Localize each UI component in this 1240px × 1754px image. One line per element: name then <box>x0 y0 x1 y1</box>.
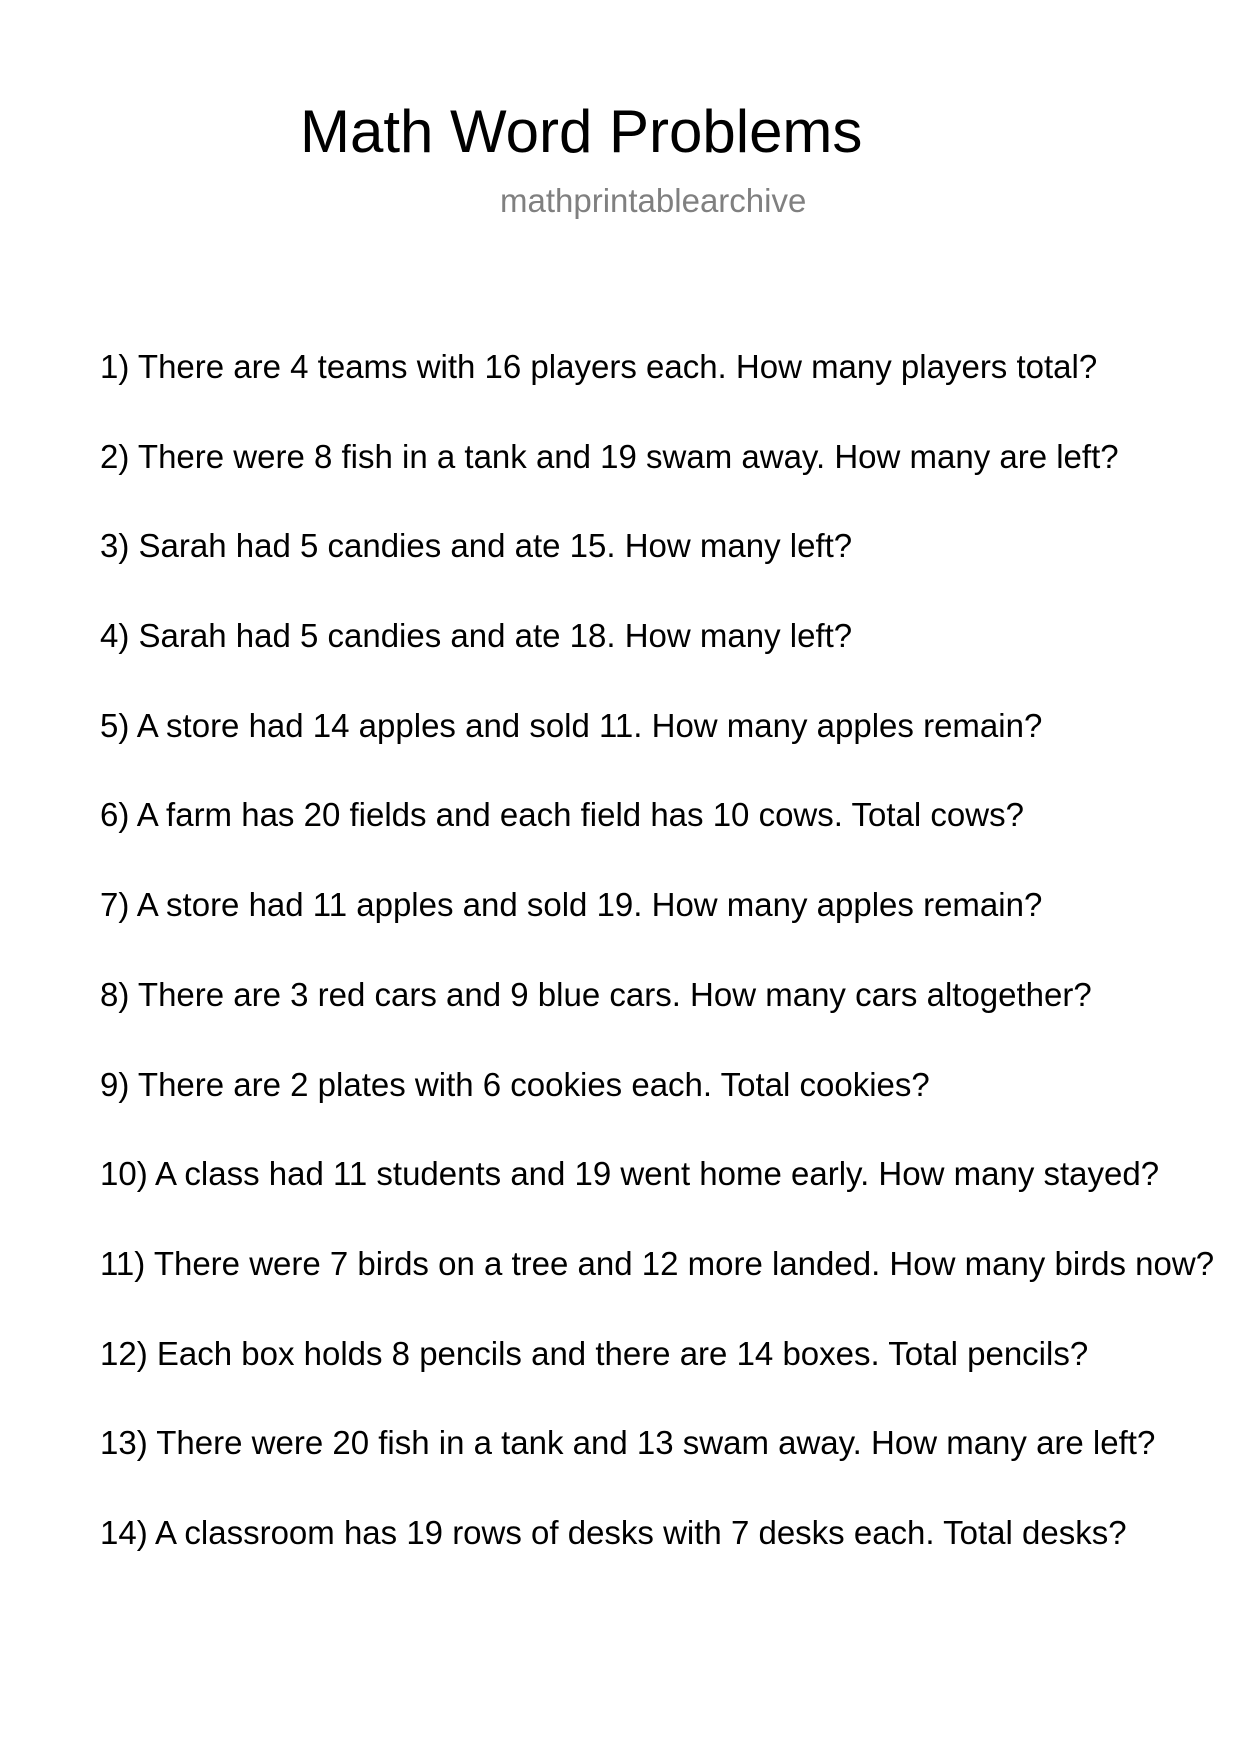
problem-list <box>100 347 1214 1603</box>
problem-7: 7) A store had 11 apples and sold 19. How many apples remain? <box>100 886 1043 924</box>
page-subtitle: mathprintablearchive <box>500 182 807 219</box>
problem-12: 12) Each box holds 8 pencils and there are 14 boxes. Total pencils? <box>100 1334 1089 1372</box>
problem-9: 9) There are 2 plates with 6 cookies each. Total cookies? <box>100 1065 930 1103</box>
problem-13: 13) There were 20 fish in a tank and 13 swam away. How many are left? <box>100 1424 1156 1462</box>
problem-5: 5) A store had 14 apples and sold 11. How many apples remain? <box>100 706 1043 744</box>
problem-10: 10) A class had 11 students and 19 went home early. How many stayed? <box>100 1155 1160 1193</box>
problem-6: 6) A farm has 20 fields and each field has 10 cows. Total cows? <box>100 796 1024 834</box>
problem-4: 4) Sarah had 5 candies and ate 18. How many left? <box>100 617 853 655</box>
problem-3: 3) Sarah had 5 candies and ate 15. How many left? <box>100 527 853 565</box>
problem-1: 1) There are 4 teams with 16 players each. How many players total? <box>100 348 1098 385</box>
problem-8: 8) There are 3 red cars and 9 blue cars. How many cars altogether? <box>100 975 1092 1013</box>
problem-14: 14) A classroom has 19 rows of desks with 7 desks each. Total desks? <box>100 1513 1127 1551</box>
problem-11: 11) There were 7 birds on a tree and 12 more landed. How many birds now? <box>100 1244 1215 1282</box>
page-title: Math Word Problems <box>300 98 863 165</box>
problem-2: 2) There were 8 fish in a tank and 19 swam away. How many are left? <box>100 437 1119 475</box>
